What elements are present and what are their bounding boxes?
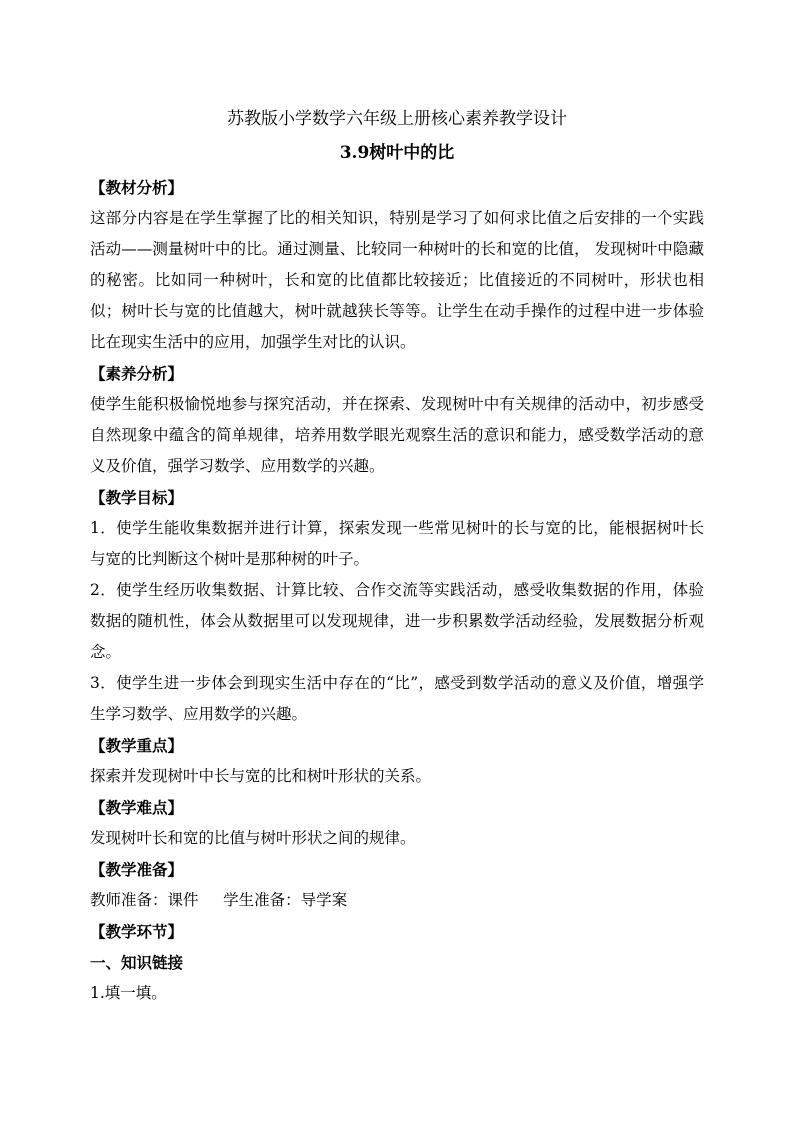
section-paragraph: 使学生能积极愉悦地参与探究活动，并在探索、发现树叶中有关规律的活动中，初步感受自然现象中蕴含的简单规律，培养用数学眼光观察生活的意识和能力，感受数学活动的意义及价值，强学习数学、应用数学的兴趣。 [90, 395, 704, 475]
section-heading: 【素养分析】 [90, 364, 184, 383]
section-heading: 【教学环节】 [90, 922, 184, 941]
document-page [90, 100, 704, 1009]
section-textbook-analysis [90, 172, 704, 358]
section-heading: 【教学难点】 [90, 798, 184, 817]
section-teaching-difficulty [90, 792, 704, 854]
section-teaching-process [90, 916, 704, 947]
section-paragraph: 这部分内容是在学生掌握了比的相关知识，特别是学习了如何求比值之后安排的一个实践活动——测量树叶中的比。通过测量、比较同一种树叶的长和宽的比值， 发现树叶中隐藏的秘密。比如同一种树叶，长和宽的比值都比较接近；比值接近的不同树叶，形状也相似；树叶长与宽的比值越大，树叶就越狭长等等。让学生在动手操作的过程中进一步体验比在现实生活中的应用，加强学生对比的认识。 [90, 209, 704, 351]
section-heading: 【教材分析】 [90, 178, 184, 197]
section-heading: 【教学目标】 [90, 488, 184, 507]
section-knowledge-link [90, 947, 704, 1009]
section-teaching-focus [90, 730, 704, 792]
objective-item: 1．使学生能收集数据并进行计算，探索发现一些常见树叶的长与宽的比，能根据树叶长与宽的比判断这个树叶是那种树的叶子。 [90, 519, 704, 568]
section-heading: 【教学重点】 [90, 736, 184, 755]
section-paragraph: 教师准备：课件 学生准备：导学案 [90, 891, 348, 909]
section-paragraph: 1.填一填。 [90, 984, 167, 1002]
objective-item: 2．使学生经历收集数据、计算比较、合作交流等实践活动，感受收集数据的作用，体验数据的随机性，体会从数据里可以发现规律，进一步积累数学活动经验，发展数据分析观念。 [90, 581, 704, 661]
section-literacy-analysis [90, 358, 704, 482]
section-heading: 【教学准备】 [90, 860, 184, 879]
section-heading: 一、知识链接 [90, 953, 184, 972]
objective-item: 3．使学生进一步体会到现实生活中存在的“比”，感受到数学活动的意义及价值，增强学生学习数学、应用数学的兴趣。 [90, 674, 704, 723]
section-paragraph: 发现树叶长和宽的比值与树叶形状之间的规律。 [90, 829, 416, 847]
section-paragraph: 探索并发现树叶中长与宽的比和树叶形状的关系。 [90, 767, 432, 785]
section-teaching-preparation [90, 854, 704, 916]
document-subtitle: 3.9树叶中的比 [339, 143, 455, 163]
document-title: 苏教版小学数学六年级上册核心素养教学设计 [227, 109, 567, 129]
section-teaching-objectives [90, 482, 704, 730]
